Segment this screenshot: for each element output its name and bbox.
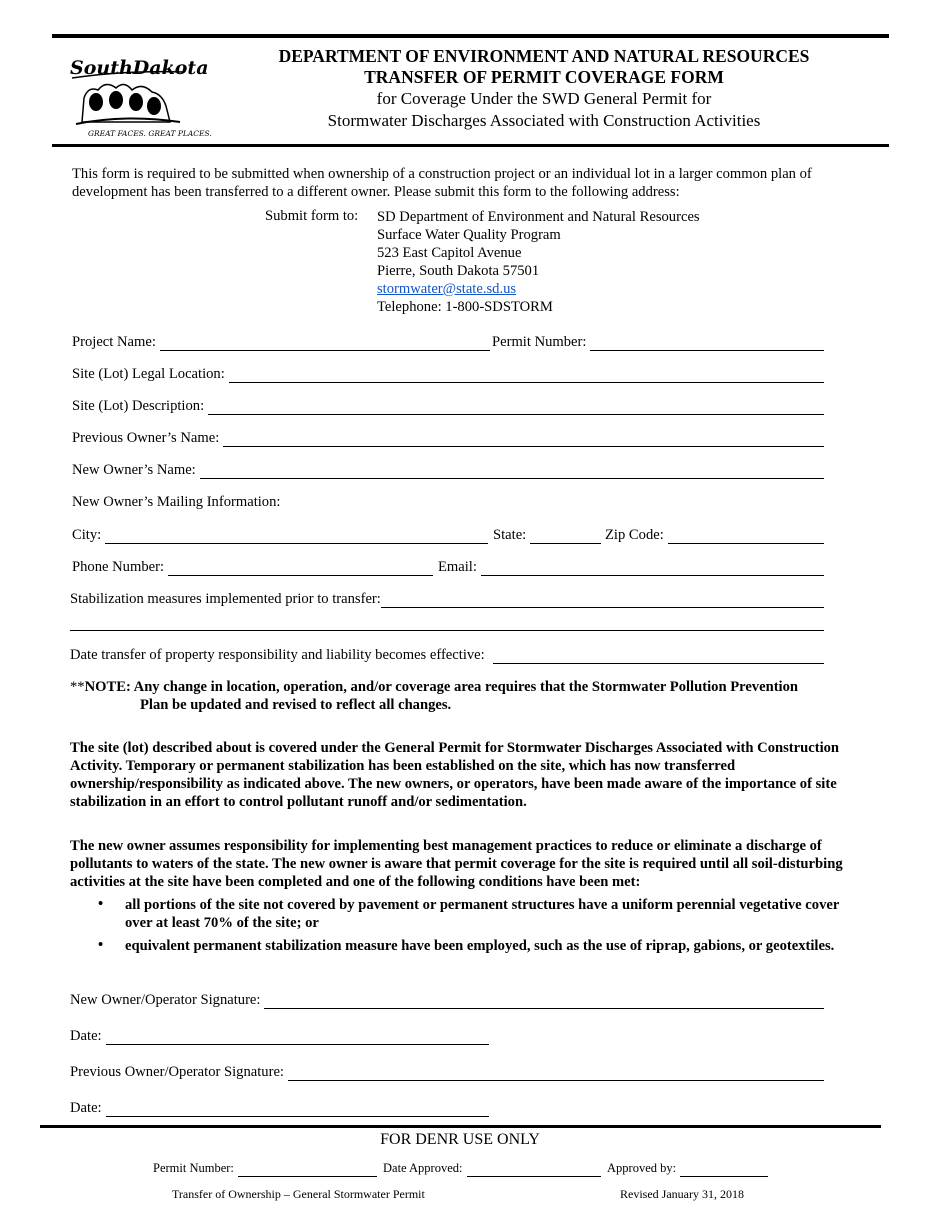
date-2-label: Date: bbox=[70, 1100, 102, 1116]
denr-permit-row bbox=[153, 1159, 377, 1177]
project-name-row bbox=[72, 333, 490, 351]
permit-number-input[interactable] bbox=[590, 336, 824, 351]
footer-left: Transfer of Ownership – General Stormwater Permit bbox=[172, 1187, 425, 1201]
new-owner-row bbox=[72, 461, 824, 479]
denr-divider bbox=[40, 1125, 881, 1128]
header-department: DEPARTMENT OF ENVIRONMENT AND NATURAL RESOURCES bbox=[278, 46, 810, 66]
description-input[interactable] bbox=[208, 400, 824, 415]
phone-input[interactable] bbox=[168, 561, 433, 576]
stabilization-input[interactable] bbox=[381, 593, 824, 608]
project-name-label: Project Name: bbox=[72, 334, 156, 350]
bullet-item-1: all portions of the site not covered by pavement or permanent structures have a uniform perennial vegetative cover over at least 70% of the site; or bbox=[125, 897, 840, 931]
header-bottom-rule bbox=[52, 144, 889, 147]
address-line-4: Pierre, South Dakota 57501 bbox=[377, 263, 540, 279]
address-line-1: SD Department of Environment and Natural Resources bbox=[377, 209, 700, 225]
denr-date-input[interactable] bbox=[467, 1165, 602, 1177]
denr-permit-input[interactable] bbox=[238, 1165, 377, 1177]
legal-location-row bbox=[72, 365, 824, 383]
zip-input[interactable] bbox=[668, 529, 824, 544]
header-subtitle-1: for Coverage Under the SWD General Permit for bbox=[376, 89, 712, 108]
state-row bbox=[493, 526, 601, 544]
address-line-2: Surface Water Quality Program bbox=[377, 227, 561, 243]
denr-approved-label: Approved by: bbox=[607, 1161, 677, 1175]
denr-date-row bbox=[383, 1159, 601, 1177]
note-line-2: Plan be updated and revised to reflect all changes. bbox=[140, 697, 452, 713]
date-transfer-row bbox=[70, 646, 824, 664]
phone-label: Phone Number: bbox=[72, 559, 165, 575]
project-name-input[interactable] bbox=[160, 336, 490, 351]
state-label: State: bbox=[493, 527, 527, 543]
date-1-row bbox=[70, 1027, 489, 1045]
logo-wordmark: SouthDakota bbox=[70, 57, 209, 79]
email-label: Email: bbox=[438, 559, 477, 575]
legal-location-label: Site (Lot) Legal Location: bbox=[72, 366, 225, 382]
permit-number-row bbox=[492, 333, 824, 351]
previous-owner-signature-label: Previous Owner/Operator Signature: bbox=[70, 1064, 284, 1080]
denr-permit-label: Permit Number: bbox=[153, 1161, 234, 1175]
state-input[interactable] bbox=[530, 529, 601, 544]
stabilization-row bbox=[70, 590, 824, 608]
note-line-1: NOTE: Any change in location, operation, and/or coverage area requires that the Stormwater Pollution Prevention bbox=[84, 679, 799, 695]
new-owner-input[interactable] bbox=[200, 464, 824, 479]
date-2-input[interactable] bbox=[106, 1102, 489, 1117]
note-prefix: ** bbox=[70, 679, 85, 695]
stabilization-input-line-2[interactable] bbox=[70, 630, 824, 631]
new-owner-signature-input[interactable] bbox=[264, 994, 824, 1009]
denr-date-label: Date Approved: bbox=[383, 1161, 463, 1175]
email-row bbox=[438, 558, 824, 576]
address-block bbox=[377, 208, 700, 316]
description-label: Site (Lot) Description: bbox=[72, 398, 205, 414]
header-subtitle-2: Stormwater Discharges Associated with Construction Activities bbox=[327, 111, 761, 130]
description-row bbox=[72, 397, 824, 415]
intro-paragraph: This form is required to be submitted when ownership of a construction project or an individual lot in a larger common plan of development has been transferred to a different owner. Please submit this form to the following address: bbox=[72, 166, 812, 200]
stabilization-label: Stabilization measures implemented prior to transfer: bbox=[70, 591, 381, 607]
previous-owner-signature-row bbox=[70, 1063, 824, 1081]
bullet-marker-1: • bbox=[98, 896, 104, 912]
denr-title: FOR DENR USE ONLY bbox=[380, 1131, 540, 1148]
header-form-title: TRANSFER OF PERMIT COVERAGE FORM bbox=[364, 67, 724, 87]
previous-owner-input[interactable] bbox=[223, 432, 824, 447]
statement-responsibility: The new owner assumes responsibility for implementing best management practices to reduce or eliminate a discharge of pollutants to waters of the state. The new owner is aware that permit coverage for the site is required until all soil-disturbing activities at the site have been completed and one of the following conditions have been met: bbox=[70, 838, 843, 890]
address-line-3: 523 East Capitol Avenue bbox=[377, 245, 522, 261]
phone-row bbox=[72, 558, 433, 576]
new-owner-signature-row bbox=[70, 991, 824, 1009]
address-phone: Telephone: 1-800-SDSTORM bbox=[377, 299, 553, 315]
footer-right: Revised January 31, 2018 bbox=[620, 1187, 744, 1201]
header-top-rule bbox=[52, 34, 889, 38]
previous-owner-signature-input[interactable] bbox=[288, 1066, 824, 1081]
note-block bbox=[70, 678, 860, 714]
email-link[interactable]: stormwater@state.sd.us bbox=[377, 281, 517, 297]
date-1-input[interactable] bbox=[106, 1030, 489, 1045]
zip-row bbox=[605, 526, 824, 544]
bullet-item-2: equivalent permanent stabilization measure have been employed, such as the use of riprap, gabions, or geotextiles. bbox=[125, 938, 835, 954]
new-owner-signature-label: New Owner/Operator Signature: bbox=[70, 992, 261, 1008]
south-dakota-logo bbox=[66, 50, 212, 138]
city-row bbox=[72, 526, 488, 544]
logo-tagline: GREAT FACES. GREAT PLACES. bbox=[88, 129, 212, 138]
date-1-label: Date: bbox=[70, 1028, 102, 1044]
date-transfer-input[interactable] bbox=[493, 649, 824, 664]
city-input[interactable] bbox=[105, 529, 488, 544]
previous-owner-label: Previous Owner’s Name: bbox=[72, 430, 220, 446]
new-owner-label: New Owner’s Name: bbox=[72, 462, 196, 478]
zip-label: Zip Code: bbox=[605, 527, 664, 543]
date-transfer-label: Date transfer of property responsibility and liability becomes effective: bbox=[70, 647, 485, 663]
address-label: Submit form to: bbox=[265, 208, 359, 224]
mailing-info-label: New Owner’s Mailing Information: bbox=[72, 494, 281, 510]
email-input[interactable] bbox=[481, 561, 824, 576]
permit-number-label: Permit Number: bbox=[492, 334, 587, 350]
statement-coverage: The site (lot) described about is covered under the General Permit for Stormwater Discharges Associated with Construction Activity. Temporary or permanent stabilization has been established on the site, which has now transferred ownership/responsibility as indicated above. The new owners, or operators, have been made aware of the importance of site stabilization in an effort to control pollutant runoff and/or sedimentation. bbox=[70, 740, 840, 810]
previous-owner-row bbox=[72, 429, 824, 447]
legal-location-input[interactable] bbox=[229, 368, 824, 383]
denr-approved-row bbox=[607, 1159, 768, 1177]
bullet-marker-2: • bbox=[98, 937, 104, 953]
denr-approved-input[interactable] bbox=[680, 1165, 768, 1177]
city-label: City: bbox=[72, 527, 102, 543]
date-2-row bbox=[70, 1099, 489, 1117]
